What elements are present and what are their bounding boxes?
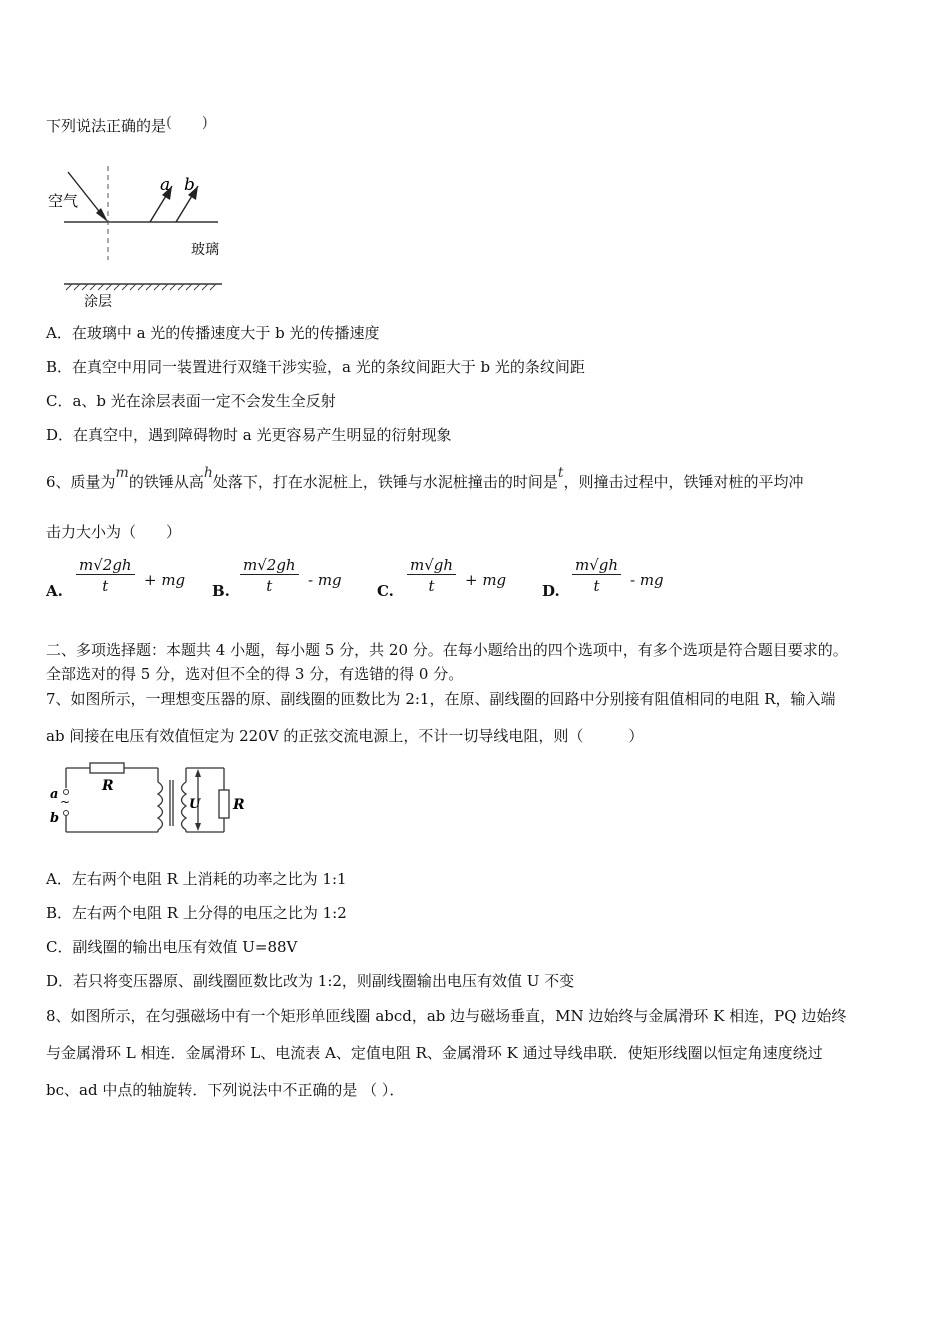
fraction: $\frac{m√gh}{t}$ (572, 556, 621, 595)
q6-options: A. $\frac{m√2gh}{t}$ + mg B. $\frac{m√2gh}{t}$ - mg C. $\frac{m√gh}{t}$ + mg D. $\frac{m√gh}{t}$ - mg (46, 556, 664, 600)
label-a: a (160, 175, 171, 195)
q7-line1: 7、如图所示，一理想变压器的原、副线圈的匝数比为 2:1，在原、副线圈的回路中分别接有阻值相同的电阻 R，输入端 (46, 690, 836, 708)
fraction: $\frac{m√2gh}{t}$ (240, 556, 299, 595)
label-R1: R (102, 778, 114, 794)
label-b: b (184, 175, 195, 195)
section2-line2: 全部选对的得 5 分，选对但不全的得 3 分，有选错的得 0 分。 (46, 665, 464, 683)
q6-line2: 击力大小为（ ） (46, 523, 182, 541)
q8-line1: 8、如图所示，在匀强磁场中有一个矩形单匝线圈 abcd，ab 边与磁场垂直，MN 边始终与金属滑环 K 相连，PQ 边始终 (46, 1007, 847, 1025)
q6-line1: 6、质量为m的铁锤从高h处落下，打在水泥桩上，铁锤与水泥桩撞击的时间是t，则撞击过程中，铁锤对桩的平均冲 (46, 465, 804, 491)
transformer-circuit-figure (46, 760, 256, 845)
q8-line2: 与金属滑环 L 相连．金属滑环 L、电流表 A、定值电阻 R、金属滑环 K 通过导线串联．使矩形线圈以恒定角速度绕过 (46, 1044, 823, 1062)
q5-option-a: A．在玻璃中 a 光的传播速度大于 b 光的传播速度 (46, 324, 380, 342)
q7-line2: ab 间接在电压有效值恒定为 220V 的正弦交流电源上，不计一切导线电阻，则（ ） (46, 727, 644, 745)
label-glass: 玻璃 (191, 242, 219, 258)
q7-option-d: D．若只将变压器原、副线圈匝数比改为 1:2，则副线圈输出电压有效值 U 不变 (46, 972, 575, 990)
refraction-figure (46, 160, 236, 310)
q5-option-d: D．在真空中，遇到障碍物时 a 光更容易产生明显的衍射现象 (46, 426, 452, 444)
label-air: 空气 (48, 192, 79, 210)
label-R2: R (233, 797, 245, 813)
q5-option-c: C．a、b 光在涂层表面一定不会发生全反射 (46, 392, 336, 410)
q7-option-a: A．左右两个电阻 R 上消耗的功率之比为 1:1 (46, 870, 347, 888)
q7-option-c: C．副线圈的输出电压有效值 U=88V (46, 938, 298, 956)
q5-option-b: B．在真空中用同一装置进行双缝干涉实验，a 光的条纹间距大于 b 光的条纹间距 (46, 358, 585, 376)
answer-paren: ( ) (166, 113, 208, 131)
q8-line3: bc、ad 中点的轴旋转．下列说法中不正确的是 （ ）． (46, 1081, 405, 1099)
label-b: b (50, 811, 60, 826)
q7-option-b: B．左右两个电阻 R 上分得的电压之比为 1:2 (46, 904, 347, 922)
section2-line1: 二、多项选择题：本题共 4 小题，每小题 5 分，共 20 分。在每小题给出的四个选项中，有多个选项是符合题目要求的。 (46, 641, 848, 659)
var-m: m (115, 465, 129, 481)
label-a: a (50, 787, 59, 802)
q5-stem: 下列说法正确的是( ) (46, 113, 208, 135)
fraction: $\frac{m√gh}{t}$ (407, 556, 456, 595)
label-U: U (189, 797, 201, 812)
label-coating: 涂层 (84, 294, 112, 310)
var-h: h (203, 465, 213, 481)
svg-text:~: ~ (60, 795, 71, 809)
var-t: t (557, 465, 564, 481)
fraction: $\frac{m√2gh}{t}$ (76, 556, 135, 595)
